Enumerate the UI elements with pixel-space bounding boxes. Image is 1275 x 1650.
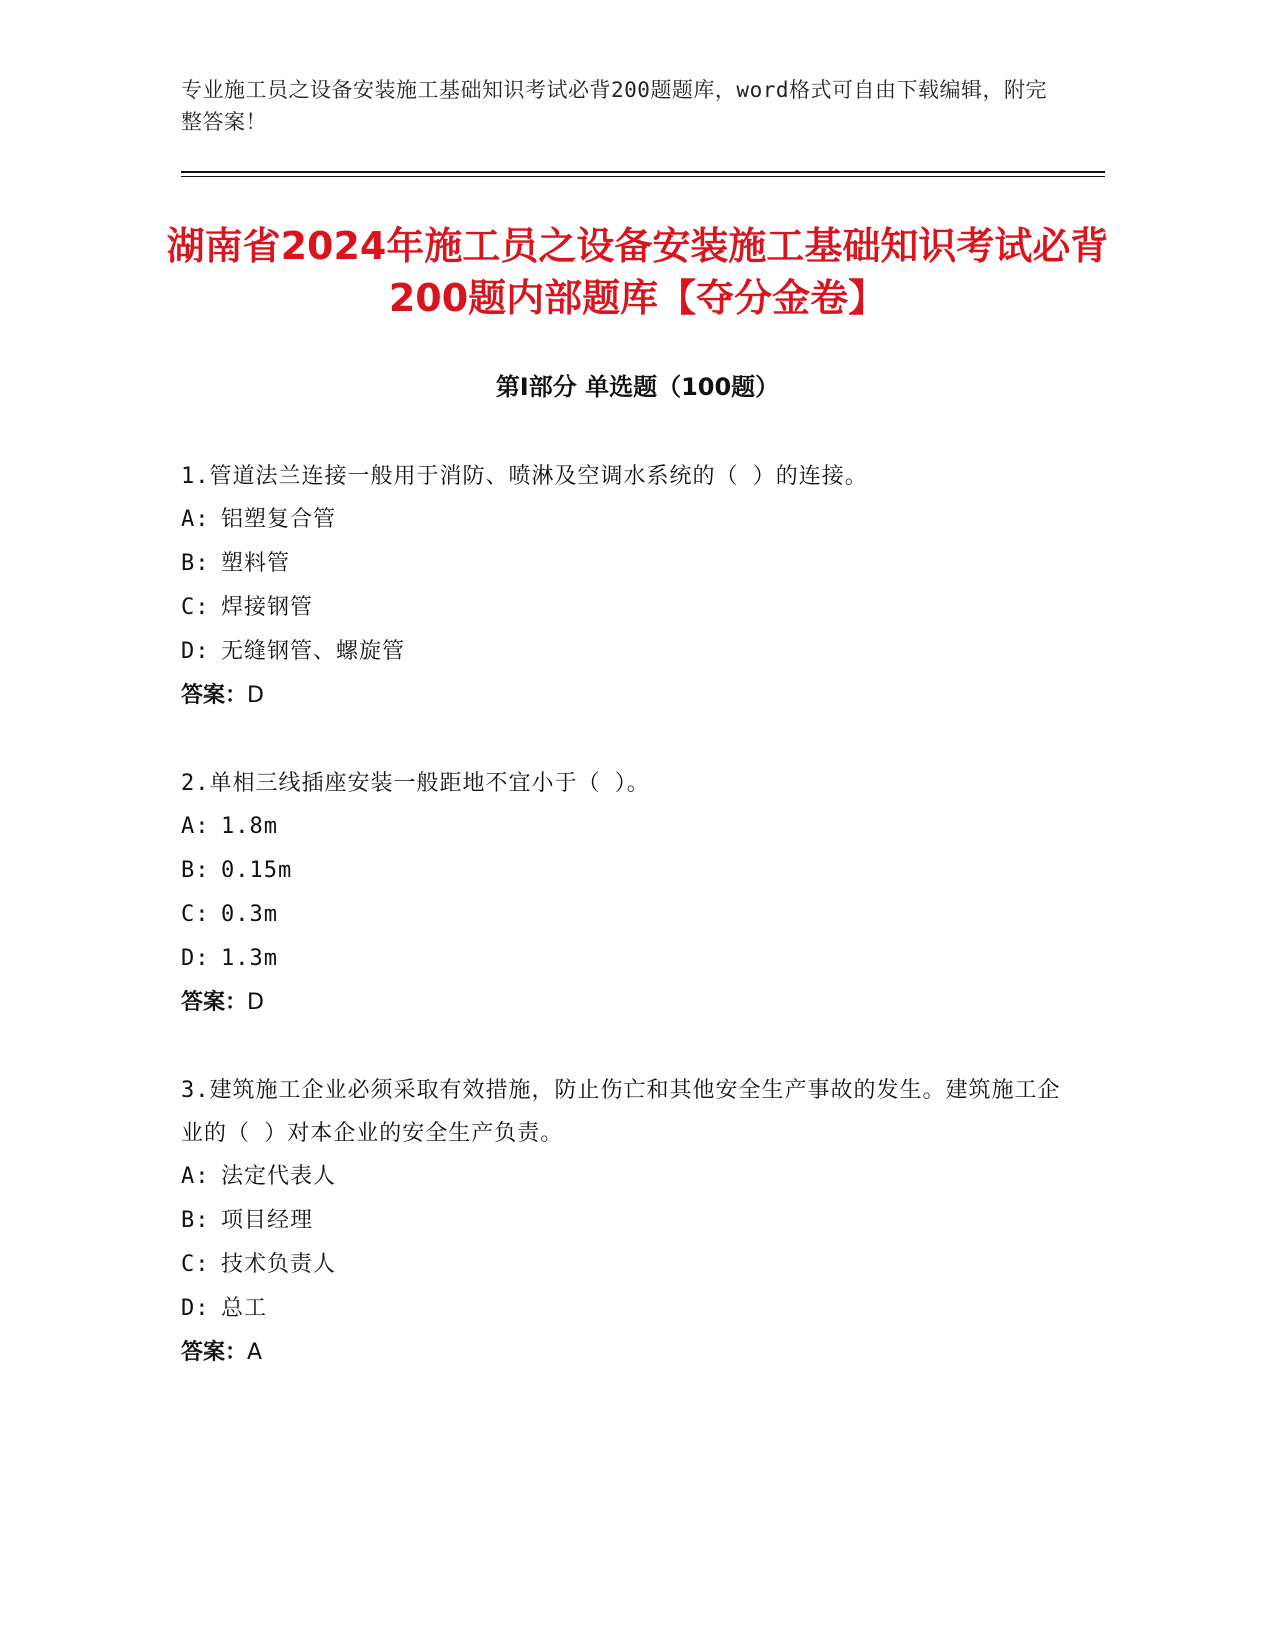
option-text: 焊接钢管 [221,595,314,620]
answer-value: D [247,990,264,1015]
option-b [181,542,1081,586]
option-c [181,893,1081,937]
option-text: 法定代表人 [221,1164,337,1189]
answer-label: 答案： [181,1340,248,1365]
option-letter: A: [181,507,210,532]
option-text: 技术负责人 [221,1252,337,1277]
option-a [181,498,1081,542]
option-letter: C: [181,1252,210,1277]
option-letter: B: [181,551,210,576]
option-c [181,586,1081,630]
question-2 [181,762,1081,1025]
option-b [181,849,1081,893]
option-d [181,937,1081,981]
option-letter: C: [181,902,210,927]
option-text: 无缝钢管、螺旋管 [221,639,406,664]
option-letter: B: [181,1208,210,1233]
answer-label: 答案： [181,683,248,708]
header-note: 专业施工员之设备安装施工基础知识考试必背200题题库，word格式可自由下载编辑，附完整答案！ [181,78,1047,134]
option-letter: A: [181,814,210,839]
option-letter: B: [181,858,210,883]
option-text: 塑料管 [221,551,291,576]
answer-line [181,1331,1081,1375]
option-text: 总工 [221,1296,268,1321]
section-title: 第Ⅰ部分 单选题（100题） [495,373,780,401]
option-a [181,805,1081,849]
header-divider-thin [181,176,1105,177]
question-3 [181,1069,1081,1375]
option-text: 项目经理 [221,1208,314,1233]
question-stem: 3.建筑施工企业必须采取有效措施，防止伤亡和其他安全生产事故的发生。建筑施工企业的（ ）对本企业的安全生产负责。 [181,1078,1061,1146]
option-text: 0.3m [221,902,278,927]
option-letter: D: [181,639,210,664]
answer-value: D [247,683,264,708]
answer-label: 答案： [181,990,248,1015]
option-d [181,1287,1081,1331]
question-1 [181,455,1081,718]
option-b [181,1199,1081,1243]
option-letter: A: [181,1164,210,1189]
answer-line [181,674,1081,718]
header-divider-thick [181,171,1105,173]
option-letter: D: [181,946,210,971]
answer-value: A [247,1340,263,1365]
question-spacer [181,718,1081,762]
option-a [181,1155,1081,1199]
option-text: 1.8m [221,814,278,839]
answer-line [181,981,1081,1025]
option-text: 0.15m [221,858,293,883]
option-letter: C: [181,595,210,620]
option-c [181,1243,1081,1287]
option-text: 铝塑复合管 [221,507,337,532]
question-stem: 1.管道法兰连接一般用于消防、喷淋及空调水系统的（ ）的连接。 [181,464,868,489]
question-stem: 2.单相三线插座安装一般距地不宜小于（ ）。 [181,771,650,796]
question-list [181,455,1081,1375]
option-letter: D: [181,1296,210,1321]
document-title: 湖南省2024年施工员之设备安装施工基础知识考试必背200题内部题库【夺分金卷】 [166,224,1109,320]
question-spacer [181,1025,1081,1069]
option-d [181,630,1081,674]
option-text: 1.3m [221,946,278,971]
